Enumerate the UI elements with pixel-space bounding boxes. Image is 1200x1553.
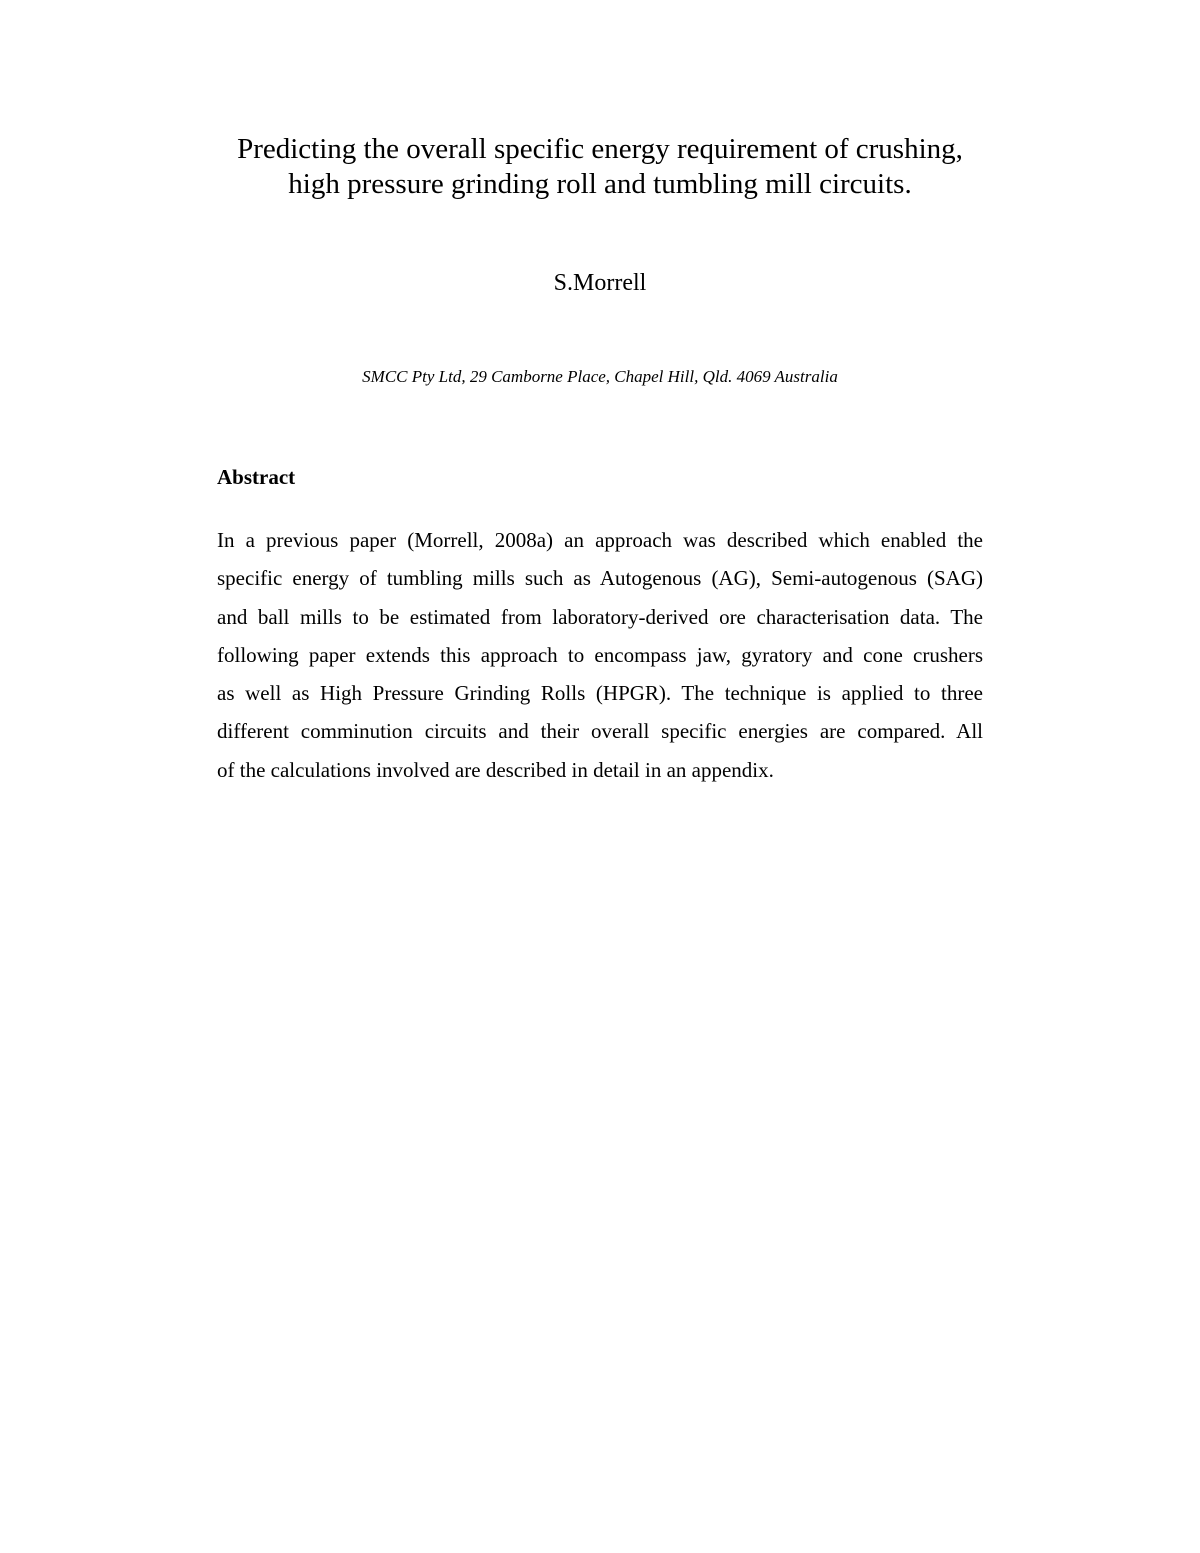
abstract-heading: Abstract: [217, 465, 296, 489]
abstract-paragraph: [217, 521, 983, 789]
author-affiliation: SMCC Pty Ltd, 29 Camborne Place, Chapel Hill, Qld. 4069 Australia: [362, 367, 838, 386]
abstract-line: different comminution circuits and their overall specific energies are compared. All: [217, 719, 983, 744]
title-line-2: high pressure grinding roll and tumbling mill circuits.: [288, 168, 912, 200]
abstract-line: and ball mills to be estimated from laboratory-derived ore characterisation data. The: [217, 604, 983, 629]
abstract-line: specific energy of tumbling mills such as Autogenous (AG), Semi-autogenous (SAG): [217, 566, 983, 591]
paper-title: [150, 132, 1050, 202]
abstract-line: In a previous paper (Morrell, 2008a) an approach was described which enabled the: [217, 528, 983, 552]
abstract-line: following paper extends this approach to encompass jaw, gyratory and cone crushers: [217, 642, 983, 667]
abstract-line: as well as High Pressure Grinding Rolls (HPGR). The technique is applied to three: [217, 681, 983, 706]
author-name: S.Morrell: [553, 270, 647, 296]
abstract-line: of the calculations involved are described in detail in an appendix.: [217, 757, 774, 782]
title-line-1: Predicting the overall specific energy requirement of crushing,: [237, 133, 963, 165]
